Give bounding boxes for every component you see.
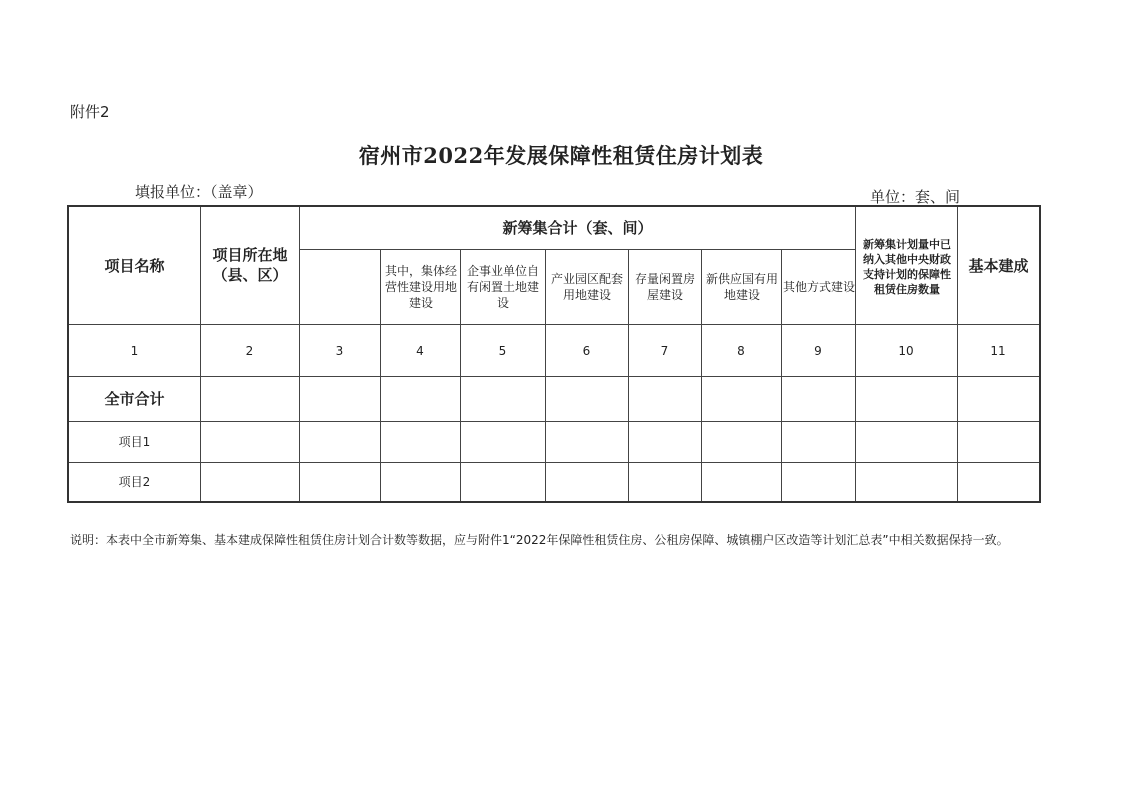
table-line <box>69 376 1039 377</box>
header-central-funded: 新筹集计划量中已纳入其他中央财政支持计划的保障性租赁住房数量 <box>863 238 951 296</box>
col-number: 7 <box>660 343 669 358</box>
header-collective-land: 其中，集体经营性建设用地建设 <box>384 264 457 310</box>
header-idle-housing: 存量闲置房屋建设 <box>634 272 695 302</box>
plan-table <box>67 205 1041 503</box>
header-new-total-group: 新筹集合计（套、间） <box>502 219 653 237</box>
col-number: 2 <box>245 343 254 358</box>
page-title: 宿州市2022年发展保障性租赁住房计划表 <box>358 143 764 168</box>
col-number: 8 <box>737 343 745 358</box>
row-project-1: 项目1 <box>118 435 151 449</box>
table-line <box>69 462 1039 463</box>
col-number: 9 <box>814 343 822 358</box>
header-location: 项目所在地（县、区） <box>212 246 288 284</box>
header-state-land: 新供应国有用地建设 <box>705 272 778 302</box>
header-other-methods: 其他方式建设 <box>783 280 856 294</box>
header-basic-completion: 基本建成 <box>968 256 1029 275</box>
header-enterprise-land: 企事业单位自有闲置土地建设 <box>466 264 539 310</box>
col-number: 11 <box>990 343 1006 358</box>
col-number: 10 <box>898 343 914 358</box>
attachment-label: 附件2 <box>70 103 110 121</box>
filler-label: 填报单位：（盖章） <box>135 183 263 201</box>
row-project-2: 项目2 <box>118 475 151 489</box>
col-number: 6 <box>582 343 591 358</box>
table-note: 说明：本表中全市新筹集、基本建成保障性租赁住房计划合计数等数据，应与附件1“2022年保障性租赁住房、公租房保障、城镇棚户区改造等计划汇总表”中相关数据保持一致。 <box>70 533 1009 547</box>
header-project-name: 项目名称 <box>104 256 165 275</box>
col-number: 5 <box>498 343 507 358</box>
col-number: 4 <box>416 343 424 358</box>
header-industrial-park: 产业园区配套用地建设 <box>550 272 623 302</box>
table-line <box>69 421 1039 422</box>
unit-label: 单位：套、间 <box>870 188 961 206</box>
col-number: 3 <box>335 343 344 358</box>
table-line <box>299 249 855 250</box>
col-number: 1 <box>130 343 139 358</box>
row-city-total: 全市合计 <box>104 390 165 408</box>
